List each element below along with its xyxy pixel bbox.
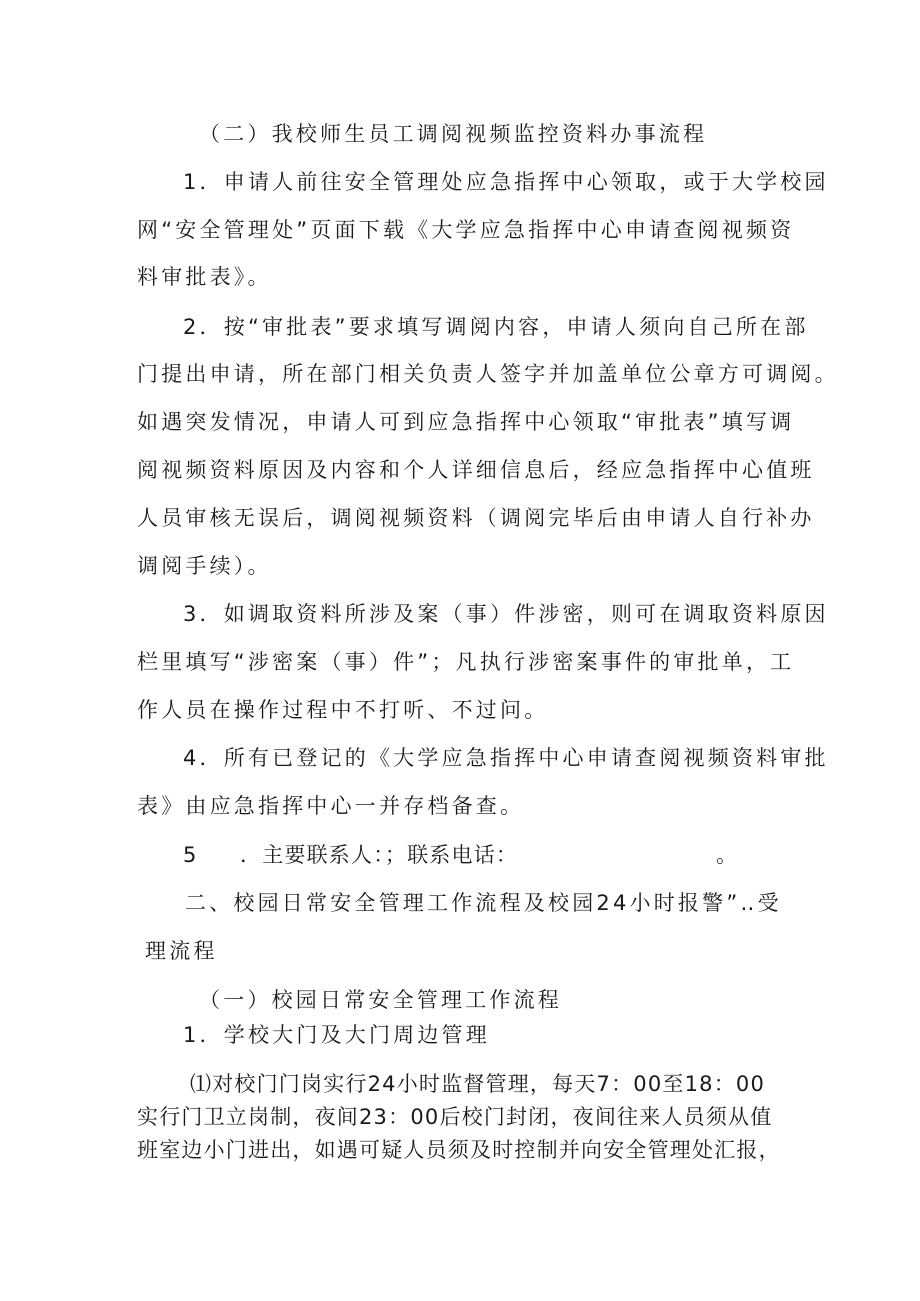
item-2-line-3: 如遇突发情况，申请人可到应急指挥中心领取“审批表”填写调: [137, 410, 795, 434]
item-4-line-2: 表》由应急指挥中心一并存档备查。: [137, 794, 525, 818]
item-2-line-6: 调阅手续）。: [137, 554, 272, 578]
section-2-heading: （二）我校师生员工调阅视频监控资料办事流程: [199, 122, 708, 146]
sub-1-para-1-line-1: ⑴对校门门岗实行24小时监督管理，每天7：00至18：00: [190, 1072, 766, 1096]
item-2-line-1: 2．按“审批表”要求填写调阅内容，申请人须向自己所在部: [183, 315, 809, 339]
sub-1-item-1: 1．学校大门及大门周边管理: [183, 1023, 490, 1047]
item-3-line-3: 作人员在操作过程中不打听、不过问。: [137, 698, 549, 722]
item-2-line-2: 门提出申请，所在部门相关负责人签字并加盖单位公章方可调阅。: [137, 362, 839, 386]
part-2-heading-line-2: 理流程: [145, 939, 218, 963]
item-1-line-2: 网“安全管理处”页面下载《大学应急指挥中心申请查阅视频资: [137, 218, 795, 242]
sub-1-para-1-line-3: 班室边小门进出，如遇可疑人员须及时控制并向安全管理处汇报，: [137, 1138, 781, 1162]
item-5-text: ．主要联系人：；联系电话：: [240, 843, 519, 867]
item-1-line-1: 1．申请人前往安全管理处应急指挥中心领取，或于大学校园: [183, 170, 829, 194]
item-3-line-1: 3．如调取资料所涉及案（事）件涉密，则可在调取资料原因: [183, 602, 829, 626]
item-3-line-2: 栏里填写“涉密案（事）件”；凡执行涉密案事件的审批单，工: [137, 650, 795, 674]
item-5-end: 。: [716, 843, 741, 867]
item-5-number: 5: [183, 843, 200, 867]
item-4-line-1: 4．所有已登记的《大学应急指挥中心申请查阅视频资料审批: [183, 746, 829, 770]
part-2-heading-line-1: 二、校园日常安全管理工作流程及校园24小时报警”‥受: [185, 891, 782, 915]
sub-1-para-1-line-2: 实行门卫立岗制，夜间23：00后校门封闭，夜间往来人员须从值: [137, 1105, 773, 1129]
item-2-line-4: 阅视频资料原因及内容和个人详细信息后，经应急指挥中心值班: [137, 458, 815, 482]
sub-1-heading: （一）校园日常安全管理工作流程: [199, 988, 562, 1012]
item-2-line-5: 人员审核无误后，调阅视频资料（调阅完毕后由申请人自行补办: [137, 506, 815, 530]
item-1-line-3: 料审批表》。: [137, 265, 272, 289]
